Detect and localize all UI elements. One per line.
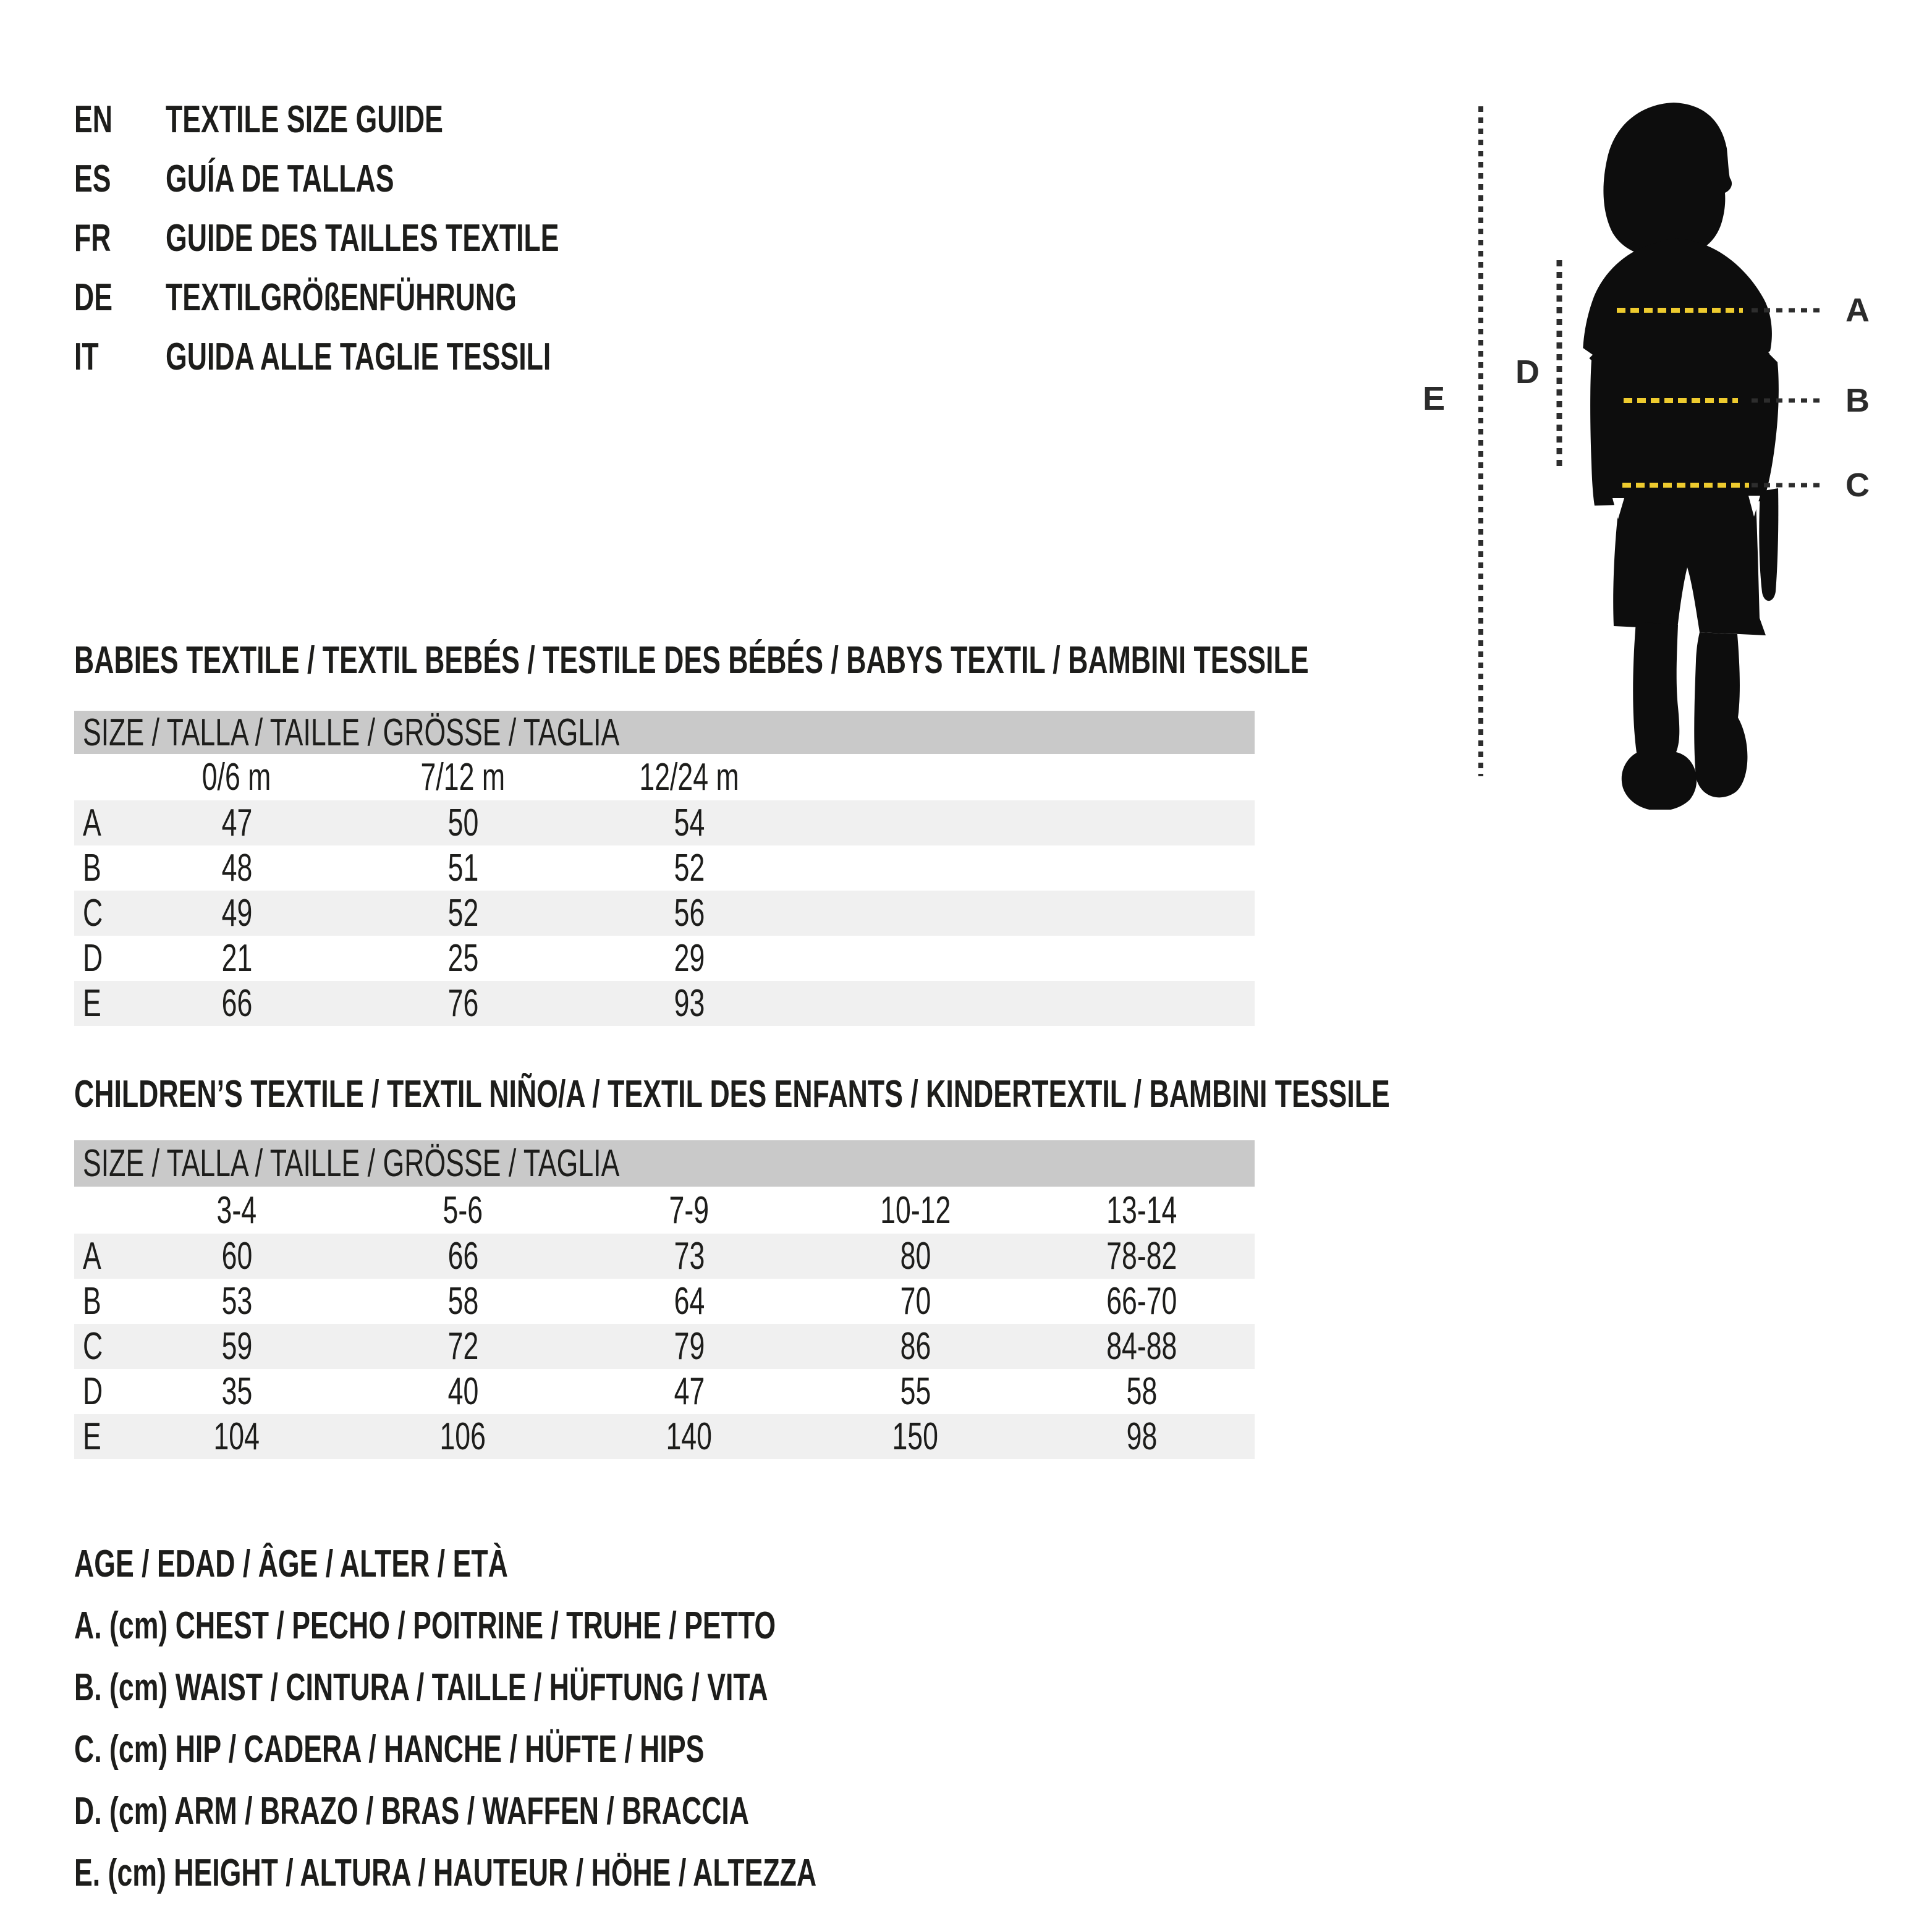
silhouette-shirt [1583,239,1779,506]
measurement-legend [74,1533,1105,1904]
table-row: E 66 76 93 [74,981,1255,1026]
language-row-en [74,90,712,149]
row-label: E [83,1415,101,1458]
guide-title-en: TEXTILE SIZE GUIDE [166,98,443,141]
children-col-13-14: 13-14 [1106,1188,1177,1232]
row-label: C [83,892,103,934]
figure-label-c: C [1845,467,1870,504]
legend-age-line: AGE / EDAD / ÂGE / ALTER / ETÀ [74,1542,508,1585]
babies-column-header-row [74,754,1255,800]
table-row: B 53 58 64 70 66-70 [83,1280,1177,1323]
row-label: E [83,982,101,1025]
table-row: D 35 40 47 55 58 [83,1370,1157,1413]
table-row: C 59 72 79 86 84-88 [74,1324,1255,1369]
language-code: ES [74,157,111,200]
guide-title-de: TEXTILGRÖßENFÜHRUNG [166,276,517,319]
language-code: EN [74,98,113,141]
legend-arm-line: D. (cm) ARM / BRAZO / BRAS / WAFFEN / BRACCIA [74,1789,750,1832]
table-row: A 60 66 73 80 78-82 [74,1234,1255,1279]
row-label: B [83,847,101,889]
guide-title-es: GUÍA DE TALLAS [166,157,394,200]
babies-col-7-12m: 7/12 m [420,756,506,799]
legend-waist-line: B. (cm) WAIST / CINTURA / TAILLE / HÜFTUNG / VITA [74,1666,768,1709]
language-row-it [74,327,712,386]
children-col-5-6: 5-6 [443,1188,483,1232]
guide-title-fr: GUIDE DES TAILLES TEXTILE [166,216,559,260]
table-row: E 104 106 140 150 98 [74,1414,1255,1459]
children-col-3-4: 3-4 [216,1188,257,1232]
row-label: B [83,1280,101,1323]
language-code: DE [74,276,113,319]
children-col-7-9: 7-9 [669,1188,710,1232]
child-silhouette-icon [1580,103,1781,810]
size-measure-figure [1409,87,1897,810]
babies-col-0-6m: 0/6 m [202,756,271,799]
figure-label-a: A [1845,292,1870,329]
legend-chest-line: A. (cm) CHEST / PECHO / POITRINE / TRUHE / PETTO [74,1604,776,1647]
table-row: C 49 52 56 [74,891,1255,936]
language-row-de [74,268,712,327]
table-row: D 21 25 29 [83,937,705,980]
row-label: D [83,937,103,980]
children-section-title: CHILDREN’S TEXTILE / TEXTIL NIÑO/A / TEXTIL DES ENFANTS / KINDERTEXTIL / BAMBINI TESSILE [74,1073,1390,1116]
row-label: A [83,1235,101,1277]
table-row: A 47 50 54 [74,800,1255,845]
row-label: D [83,1370,103,1413]
figure-label-b: B [1845,382,1870,419]
children-size-table [74,1140,1255,1459]
children-table-header-bar: SIZE / TALLA / TAILLE / GRÖSSE / TAGLIA [74,1140,1255,1187]
babies-size-table [74,711,1255,1026]
row-label: C [83,1325,103,1368]
children-col-10-12: 10-12 [879,1188,951,1232]
children-column-header-row [74,1187,1255,1234]
silhouette-shorts [1613,488,1766,635]
language-code: IT [74,335,99,378]
figure-label-e: E [1423,380,1446,417]
language-title-block [74,90,712,386]
guide-title-it: GUIDA ALLE TAGLIE TESSILI [166,335,551,378]
legend-hip-line: C. (cm) HIP / CADERA / HANCHE / HÜFTE / HIPS [74,1727,705,1771]
legend-height-line: E. (cm) HEIGHT / ALTURA / HAUTEUR / HÖHE / ALTEZZA [74,1851,817,1894]
language-row-fr [74,208,712,268]
table-row: B 48 51 52 [83,847,705,889]
babies-col-12-24m: 12/24 m [639,756,739,799]
language-row-es [74,149,712,208]
language-code: FR [74,216,111,260]
row-label: A [83,802,101,844]
babies-section-title: BABIES TEXTILE / TEXTIL BEBÉS / TESTILE DES BÉBÉS / BABYS TEXTIL / BAMBINI TESSILE [74,639,1309,682]
figure-label-d: D [1515,354,1540,391]
babies-table-header-bar: SIZE / TALLA / TAILLE / GRÖSSE / TAGLIA [74,711,1255,754]
silhouette-right-arm [1759,488,1778,601]
